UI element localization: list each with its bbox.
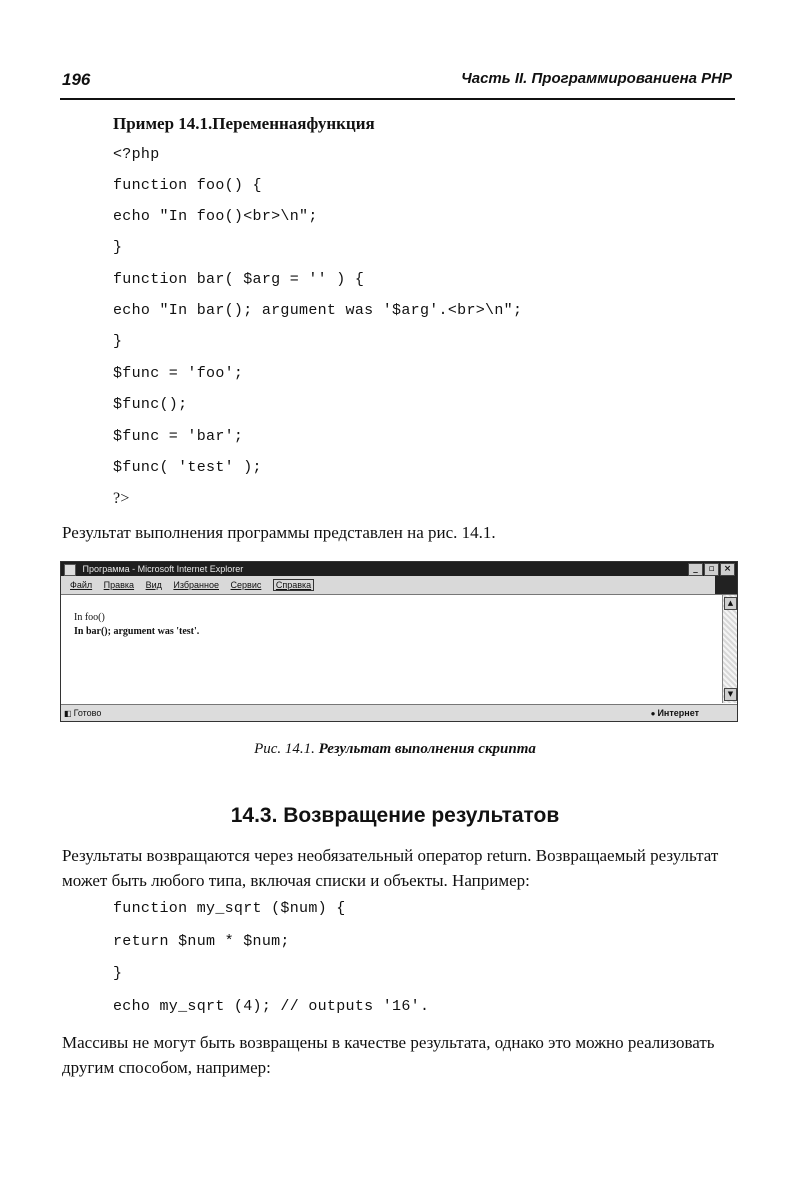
code-line: function my_sqrt ($num) { [113,900,346,917]
page-done-icon: ◧ [64,709,72,718]
code-line: $func( 'test' ); [113,459,262,476]
status-bar [61,704,737,721]
code-line: $func(); [113,396,188,413]
browser-window [60,561,738,722]
scroll-up-icon[interactable]: ▲ [724,597,737,610]
closing-paragraph: Массивы не могут быть возвращены в качестве результата, однако это можно реализовать другим способом, например: [62,1033,715,1077]
header-rule [60,98,735,100]
menu-file[interactable]: Файл [70,580,93,590]
ie-page-icon [64,564,76,576]
vertical-scrollbar[interactable] [722,595,737,703]
zone-text: Интернет [657,708,699,718]
menu-tools[interactable]: Сервис [230,580,262,590]
code-line: } [113,239,123,256]
output-line: In foo() [74,612,105,623]
scroll-down-icon[interactable]: ▼ [724,688,737,701]
figure-label: Рис. 14.1. [254,741,315,757]
restore-button[interactable]: ▫ [704,563,719,576]
example-title: Пример 14.1.Переменнаяфункция [113,114,375,133]
menu-favorites[interactable]: Избранное [173,580,220,590]
menu-edit[interactable]: Правка [103,580,135,590]
code-line: echo "In foo()<br>\n"; [113,208,318,225]
section-paragraph: Результаты возвращаются через необязательный оператор return. Возвращаемый результат может быть любого типа, включая списки и объекты. Например: [62,846,719,890]
menu-help[interactable]: Справка [273,579,314,591]
globe-icon: ● [650,709,656,718]
code-line: } [113,333,123,350]
section-title: 14.3. Возвращение результатов [230,804,560,827]
code-line: $func = 'bar'; [113,428,244,445]
close-button[interactable]: × [720,563,735,576]
code-line: function foo() { [113,177,262,194]
code-line: echo "In bar(); argument was '$arg'.<br>\n"; [113,302,523,319]
browser-titlebar[interactable] [61,562,737,576]
status-text: Готово [73,708,102,718]
code-line: ?> [113,490,130,507]
figure-caption [0,741,790,758]
code-line: } [113,965,123,982]
figure-text: Результат выполнения скрипта [318,741,536,757]
code-line: <?php [113,146,160,163]
menu-view[interactable]: Вид [145,580,162,590]
code-line: $func = 'foo'; [113,365,244,382]
window-title: Программа - Microsoft Internet Explorer [82,564,244,574]
page-content [61,595,721,703]
page-number: 196 [62,70,91,89]
menu-bar [61,576,737,595]
throbber-logo [715,576,737,594]
minimize-button[interactable]: _ [688,563,703,576]
code-line: function bar( $arg = '' ) { [113,271,365,288]
code-line: return $num * $num; [113,933,290,950]
result-intro: Результат выполнения программы представлен на рис. 14.1. [62,523,496,542]
output-line: In bar(); argument was 'test'. [74,626,200,637]
code-line: echo my_sqrt (4); // outputs '16'. [113,998,430,1015]
running-head: Часть II. Программированиена PHP [461,70,732,87]
